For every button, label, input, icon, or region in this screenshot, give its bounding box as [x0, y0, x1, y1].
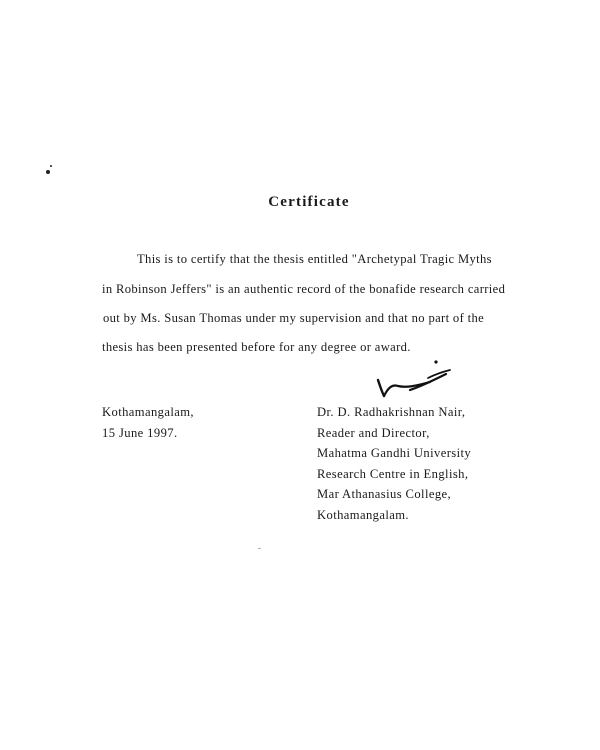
signatory-position: Reader and Director, — [317, 425, 430, 440]
signatory-college: Mar Athanasius College, — [317, 487, 452, 501]
body-line: out by Ms. Susan Thomas under my supervision and that no part of the — [103, 311, 485, 325]
signatory-block — [317, 402, 471, 525]
place: Kothamangalam, — [102, 405, 194, 419]
signatory-institution: Research Centre in English, — [317, 466, 469, 481]
place-and-date — [102, 402, 194, 443]
certificate-title: Certificate — [268, 194, 350, 210]
scan-speck — [46, 170, 50, 174]
body-line: thesis has been presented before for any degree or award. — [102, 340, 411, 354]
scan-speck — [258, 548, 261, 549]
body-line: in Robinson Jeffers" is an authentic record of the bonafide research carried — [102, 282, 506, 296]
scan-speck — [50, 165, 52, 167]
signature-icon — [370, 356, 460, 402]
date: 15 June 1997. — [102, 425, 178, 440]
signatory-city: Kothamangalam. — [317, 507, 409, 522]
signatory-name: Dr. D. Radhakrishnan Nair, — [317, 405, 466, 419]
signatory-institution: Mahatma Gandhi University — [317, 446, 472, 460]
body-line: This is to certify that the thesis entitled "Archetypal Tragic Myths — [137, 252, 492, 266]
